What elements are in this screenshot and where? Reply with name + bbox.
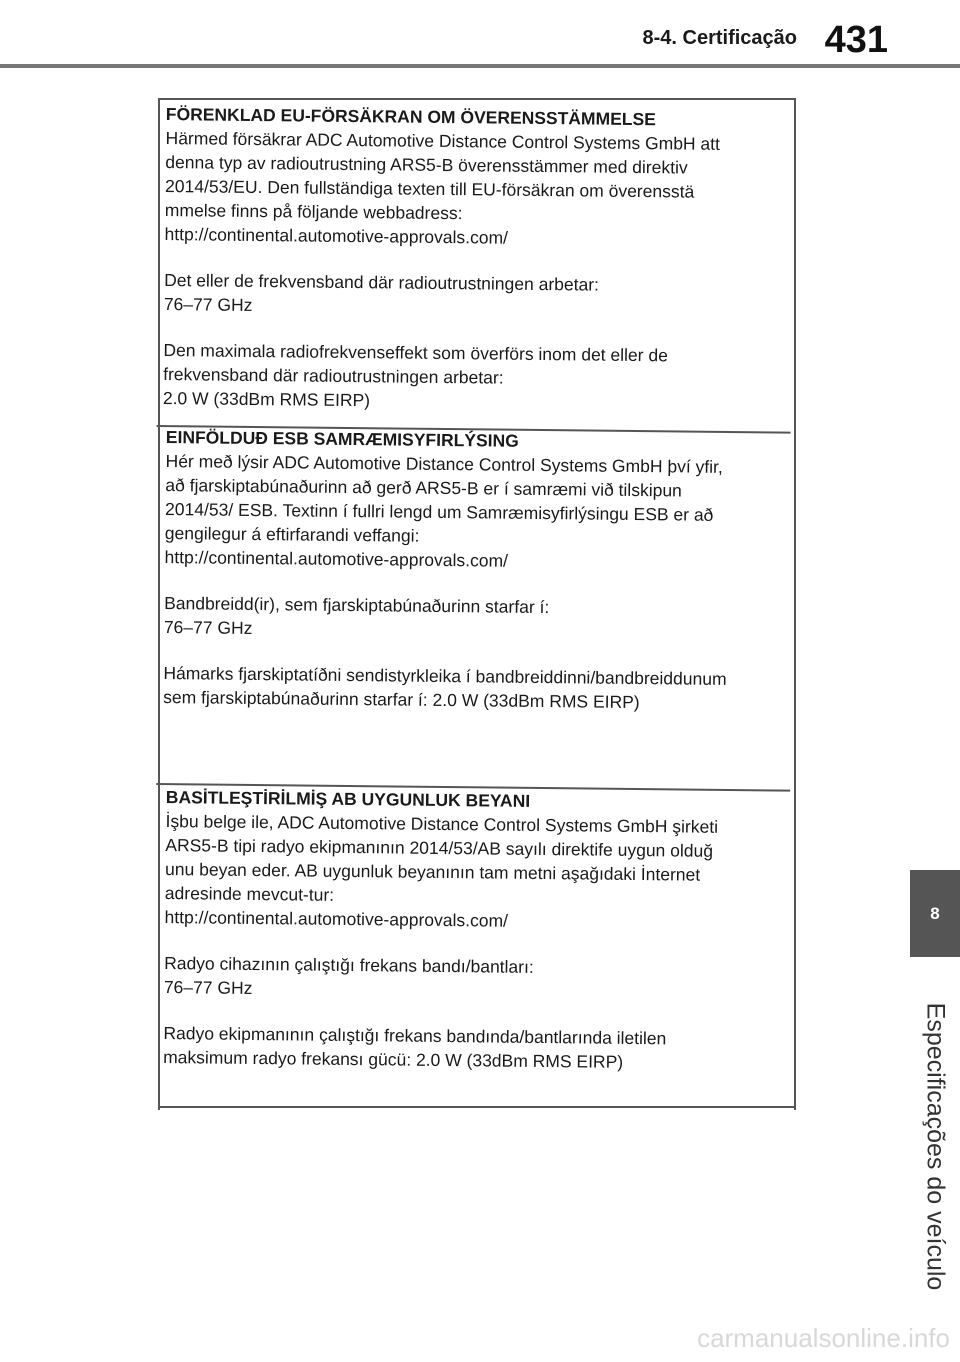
declaration-line: denna typ av radioutrustning ARS5-B överensstämmer med direktiv [165,152,688,178]
power-value: 2.0 W (33dBm RMS EIRP) [162,388,371,411]
declaration-line: gengilegur á eftirfarandi veffangi: [164,523,420,546]
power-line: Hámarks fjarskiptatíðni sendistyrkleika í bandbreiddinni/bandbreiddunum [163,663,727,689]
power-line: frekvensband där radioutrustningen arbetar: [163,364,504,388]
declaration-swedish [157,102,794,434]
chapter-tab[interactable] [910,870,960,957]
declaration-line: İşbu belge ile, ADC Automotive Distance Control Systems GmbH şirketi [165,811,719,837]
declaration-line: að fjarskiptabúnaðurinn að gerð ARS5-B er í samræmi við tilskipun [165,475,682,501]
band-label: Radyo cihazının çalıştığı frekans bandı/bantları: [164,953,534,977]
approval-url: http://continental.automotive-approvals.com/ [164,907,509,931]
approval-url: http://continental.automotive-approvals.com/ [164,224,509,248]
declaration-title: BASİTLEŞTİRİLMİŞ AB UYGUNLUK BEYANI [165,787,531,811]
declaration-line: 2014/53/ ESB. Textinn í fullri lengd um Samræmisyfirlýsingu ESB er að [165,499,714,525]
certification-box [158,98,796,1110]
declaration-line: 2014/53/EU. Den fullständiga texten till EU-försäkran om överensstä [165,176,695,202]
band-value: 76–77 GHz [163,977,253,998]
declaration-line: unu beyan eder. AB uygunluk beyanının tam metni aşağıdaki İnternet [165,859,701,885]
band-value: 76–77 GHz [163,294,253,315]
declaration-line: adresinde mevcut-tur: [164,883,335,905]
power-line: sem fjarskiptabúnaðurinn starfar í: 2.0 W (33dBm RMS EIRP) [163,687,640,713]
page-number: 431 [824,19,888,61]
page-header [0,0,960,68]
site-watermark: carmanualsonline.info [697,1323,950,1353]
declaration-icelandic [156,425,794,792]
declaration-line: ARS5-B tipi radyo ekipmanının 2014/53/AB sayılı direktife uygun olduğ [165,835,714,861]
declaration-title: EINFÖLDUÐ ESB SAMRÆMISYFIRLÝSING [165,427,519,451]
section-title: 8-4. Certificação [642,27,797,49]
declaration-line: Hér með lýsir ADC Automotive Distance Control Systems GmbH því yfir, [165,451,723,477]
declaration-line: Härmed försäkrar ADC Automotive Distance Control Systems GmbH att [165,128,721,154]
power-line: maksimum radyo frekansı gücü: 2.0 W (33dBm RMS EIRP) [163,1047,624,1072]
declaration-line: mmelse finns på följande webbadress: [164,200,463,224]
power-line: Den maximala radiofrekvenseffekt som överförs inom det eller de [163,340,668,366]
approval-url: http://continental.automotive-approvals.com/ [164,547,509,571]
box-bottom-border [158,1106,796,1108]
band-label: Det eller de frekvensband där radioutrustningen arbetar: [164,270,600,295]
header-divider [0,64,960,68]
power-line: Radyo ekipmanının çalıştığı frekans bandında/bantlarında iletilen [163,1023,667,1049]
declaration-title: FÖRENKLAD EU-FÖRSÄKRAN OM ÖVERENSSTÄMMELSE [165,104,656,130]
chapter-side-label-text: Especificações do veículo [921,1002,950,1290]
chapter-side-label [910,966,960,1326]
band-label: Bandbreidd(ir), sem fjarskiptabúnaðurinn starfar í: [164,593,550,618]
chapter-tab-number: 8 [930,903,940,923]
declaration-turkish [157,785,794,1112]
band-value: 76–77 GHz [163,617,253,638]
